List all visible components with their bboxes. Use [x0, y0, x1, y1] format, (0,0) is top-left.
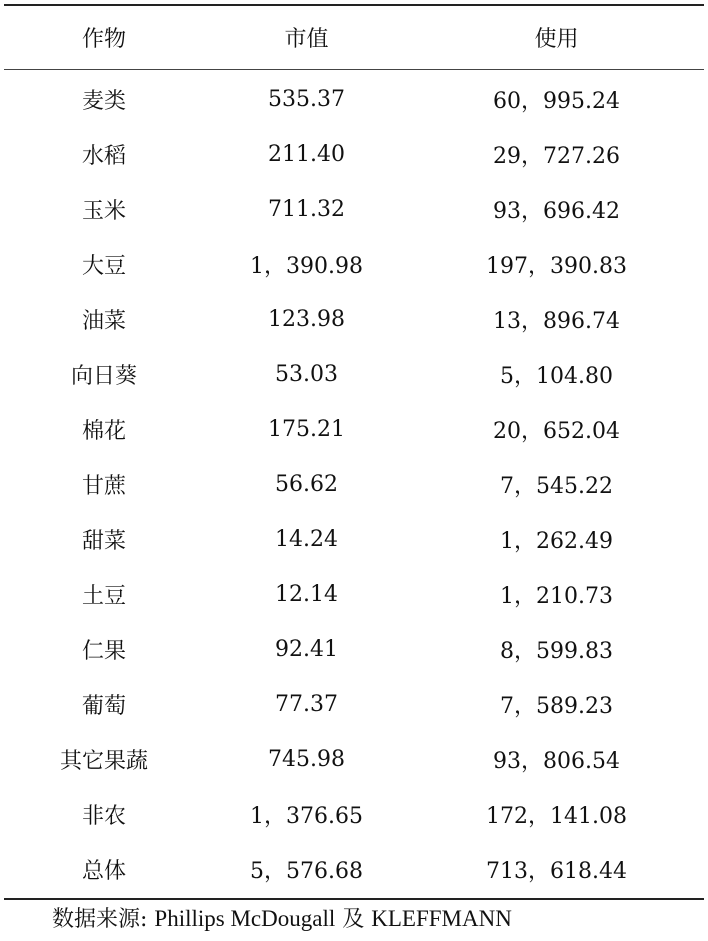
- table-row: [4, 732, 704, 787]
- table-row: [4, 457, 704, 512]
- cell-market-value: 53.03: [275, 362, 338, 387]
- table-bottom-rule: [4, 898, 704, 900]
- cell-usage: 93，806.54: [493, 749, 620, 774]
- cell-usage: 1，210.73: [500, 584, 613, 609]
- cell-usage: 197，390.83: [486, 254, 627, 279]
- table-row: [4, 402, 704, 457]
- cell-market-value: 5，576.68: [250, 859, 363, 884]
- table-row: [4, 567, 704, 622]
- cell-usage: 29，727.26: [493, 144, 620, 169]
- table-row: [4, 622, 704, 677]
- cell-crop: 甘蔗: [81, 474, 126, 499]
- cell-usage: 93，696.42: [493, 199, 620, 224]
- cell-usage: 7，589.23: [500, 694, 613, 719]
- cell-market-value: 175.21: [268, 417, 345, 442]
- cell-crop: 非农: [81, 804, 126, 829]
- cell-usage: 8，599.83: [500, 639, 613, 664]
- cell-crop: 向日葵: [70, 364, 137, 389]
- cell-crop: 葡萄: [81, 694, 126, 719]
- cell-usage: 1，262.49: [500, 529, 613, 554]
- table-row: [4, 347, 704, 402]
- cell-market-value: 56.62: [275, 472, 338, 497]
- cell-usage: 5，104.80: [500, 364, 613, 389]
- table-row: [4, 842, 704, 897]
- table-row: [4, 127, 704, 182]
- table-body: [4, 70, 704, 898]
- header-crop: 作物: [81, 27, 126, 52]
- cell-usage: 713，618.44: [486, 859, 627, 884]
- header-market-value: 市值: [284, 27, 329, 52]
- cell-crop: 麦类: [81, 89, 126, 114]
- table-row: [4, 237, 704, 292]
- cell-crop: 仁果: [81, 639, 126, 664]
- cell-usage: 20，652.04: [493, 419, 620, 444]
- header-usage: 使用: [534, 27, 579, 52]
- cell-crop: 水稻: [81, 144, 126, 169]
- cell-crop: 大豆: [81, 254, 126, 279]
- table-row: [4, 677, 704, 732]
- cell-usage: 60，995.24: [493, 89, 620, 114]
- source-conjunction: 及: [342, 907, 365, 932]
- source-label: 数据来源:: [52, 907, 148, 932]
- cell-crop: 土豆: [81, 584, 126, 609]
- data-table: [4, 4, 704, 900]
- table-row: [4, 787, 704, 842]
- cell-market-value: 12.14: [275, 582, 338, 607]
- table-row: [4, 512, 704, 567]
- cell-market-value: 14.24: [275, 527, 338, 552]
- cell-crop: 棉花: [81, 419, 126, 444]
- cell-crop: 甜菜: [81, 529, 126, 554]
- data-source-note: [52, 902, 512, 933]
- cell-market-value: 1，376.65: [250, 804, 363, 829]
- cell-crop: 总体: [81, 859, 126, 884]
- cell-usage: 13，896.74: [493, 309, 620, 334]
- cell-market-value: 77.37: [275, 692, 338, 717]
- source-text-1: Phillips McDougall: [154, 906, 336, 931]
- cell-market-value: 123.98: [268, 307, 345, 332]
- table-row: [4, 292, 704, 347]
- cell-usage: 7，545.22: [500, 474, 613, 499]
- cell-market-value: 92.41: [275, 637, 338, 662]
- cell-market-value: 711.32: [268, 197, 345, 222]
- source-text-2: KLEFFMANN: [371, 906, 512, 931]
- cell-crop: 其它果蔬: [59, 749, 148, 774]
- cell-usage: 172，141.08: [486, 804, 627, 829]
- cell-market-value: 745.98: [268, 747, 345, 772]
- cell-market-value: 535.37: [268, 87, 345, 112]
- table-row: [4, 72, 704, 127]
- table-row: [4, 182, 704, 237]
- cell-market-value: 211.40: [268, 142, 345, 167]
- cell-crop: 油菜: [81, 309, 126, 334]
- cell-crop: 玉米: [81, 199, 126, 224]
- cell-market-value: 1，390.98: [250, 254, 363, 279]
- table-header-row: [4, 6, 704, 69]
